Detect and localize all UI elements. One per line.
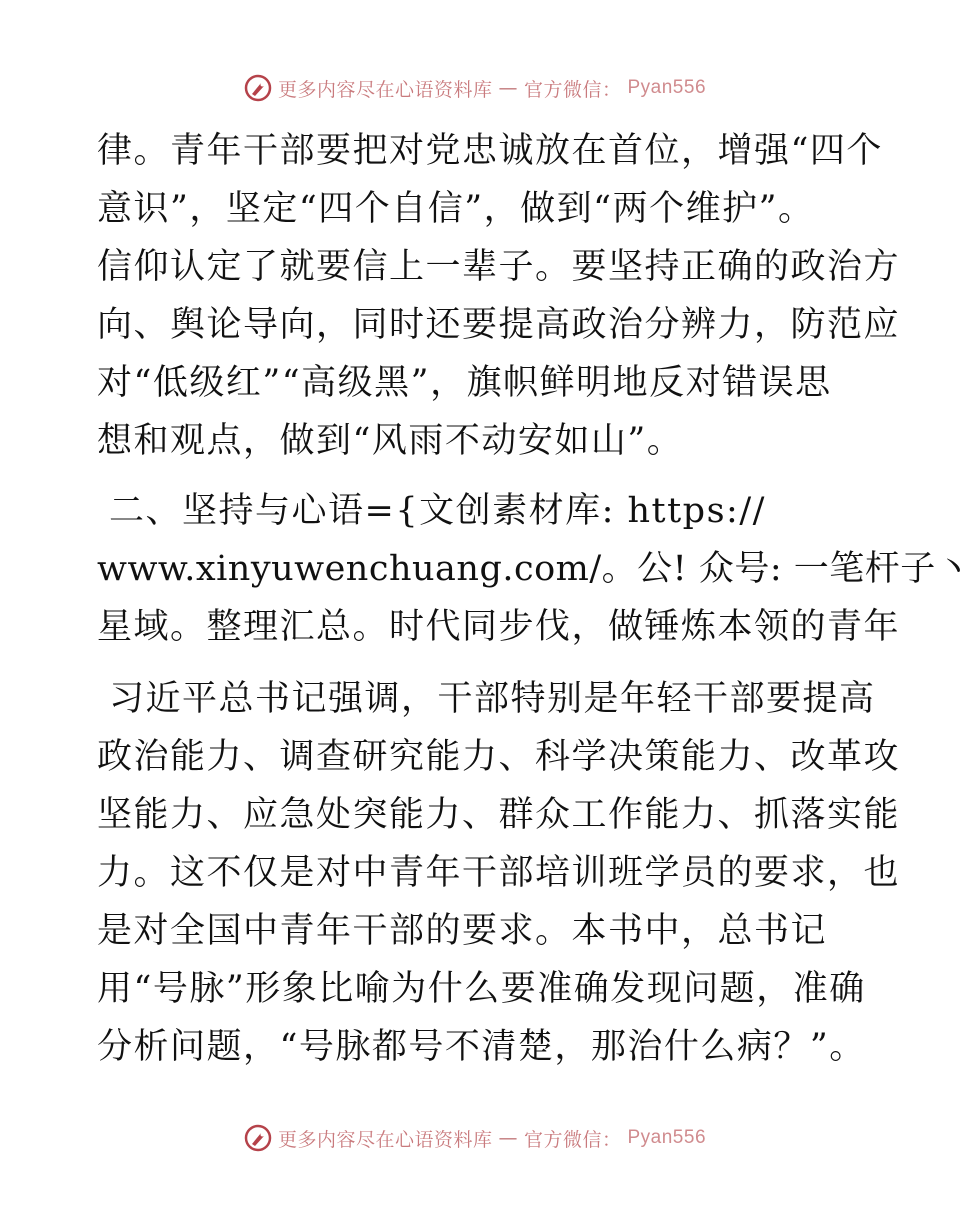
pen-nib-logo-icon [244, 74, 272, 102]
text-line: 分析问题，“号脉都号不清楚，那治什么病？”。 [97, 1027, 866, 1067]
heading-line: 二、坚持与心语={文创素材库: https:// [109, 491, 766, 531]
paragraph-3 [97, 670, 901, 1076]
watermark-dash: — [498, 1127, 518, 1149]
pen-nib-logo-icon [244, 1124, 272, 1152]
watermark-site-text: 更多内容尽在心语资料库 [277, 78, 493, 101]
text-line: 想和观点，做到“风雨不动安如山”。 [97, 421, 684, 461]
heading-line: 星域。整理汇总。时代同步伐，做锤炼本领的青年 [97, 607, 901, 647]
watermark-wechat-id: Pyan556 [627, 1127, 707, 1148]
paragraph-1 [97, 122, 901, 470]
watermark-wechat-label: 官方微信： [523, 78, 622, 101]
text-line: 是对全国中青年干部的要求。本书中，总书记 [97, 911, 828, 951]
text-line: 意识”，坚定“四个自信”，做到“两个维护”。 [97, 189, 815, 229]
text-line: 力。这不仅是对中青年干部培训班学员的要求，也 [97, 853, 901, 893]
document-body [97, 122, 971, 1076]
section-heading [97, 482, 971, 656]
watermark-site-text: 更多内容尽在心语资料库 [277, 1128, 493, 1151]
watermark-dash: — [498, 77, 518, 99]
text-line: 坚能力、应急处突能力、群众工作能力、抓落实能 [97, 795, 901, 835]
text-line: 信仰认定了就要信上一辈子。要坚持正确的政治方 [97, 247, 901, 287]
heading-line: www.xinyuwenchuang.com/。公! 众号: 一笔杆子丶 [97, 549, 971, 589]
text-line: 用“号脉”形象比喻为什么要准确发现问题，准确 [97, 969, 866, 1009]
text-line: 向、舆论导向，同时还要提高政治分辨力，防范应 [97, 305, 901, 345]
text-line: 对“低级红”“高级黑”，旗帜鲜明地反对错误思 [97, 363, 832, 403]
header-watermark [0, 74, 950, 102]
text-line: 习近平总书记强调，干部特别是年轻干部要提高 [109, 679, 876, 719]
footer-watermark [0, 1124, 950, 1152]
watermark-wechat-id: Pyan556 [627, 77, 707, 98]
watermark-wechat-label: 官方微信： [523, 1128, 622, 1151]
text-line: 律。青年干部要把对党忠诚放在首位，增强“四个 [97, 131, 883, 171]
text-line: 政治能力、调查研究能力、科学决策能力、改革攻 [97, 737, 901, 777]
